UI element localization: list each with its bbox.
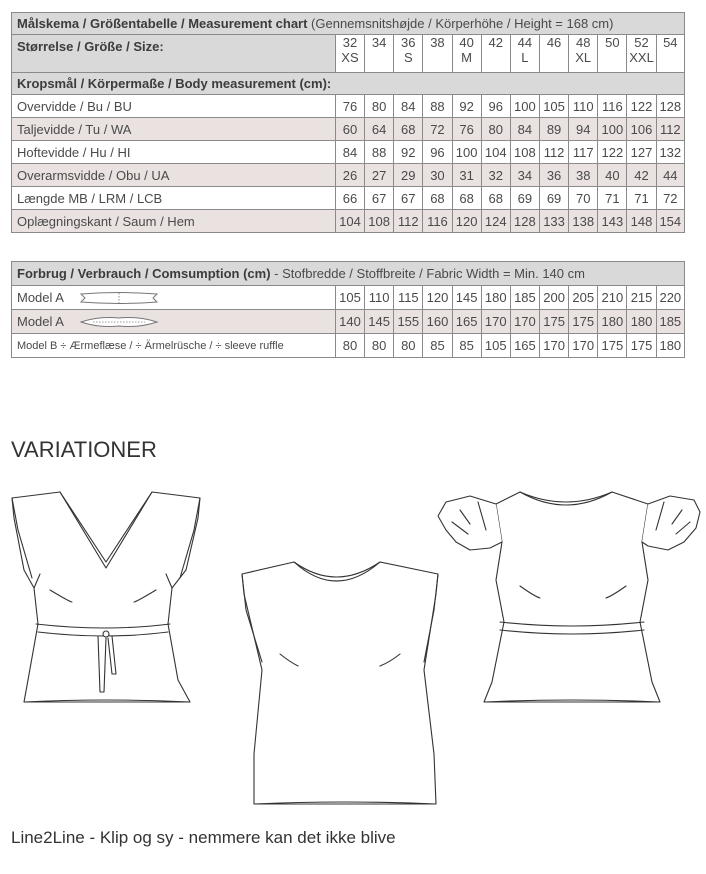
table-row [12, 164, 685, 187]
size-cell: 46 [539, 35, 568, 73]
table-cell: 128 [656, 95, 684, 118]
table-row [12, 210, 685, 233]
table-cell: 122 [627, 95, 656, 118]
row-label: Overarmsvidde / Obu / UA [12, 164, 336, 187]
table-cell: 29 [394, 164, 423, 187]
table-cell: 68 [394, 118, 423, 141]
table-cell: 96 [481, 95, 510, 118]
table-cell: 72 [656, 187, 684, 210]
table-cell: 42 [627, 164, 656, 187]
table-cell: 132 [656, 141, 684, 164]
size-cell: 36 S [394, 35, 423, 73]
table-cell: 175 [569, 310, 598, 334]
size-cell: 32 XS [335, 35, 364, 73]
variations-heading: VARIATIONER [11, 437, 157, 462]
table-cell: 71 [598, 187, 627, 210]
row-label [12, 286, 336, 310]
table-cell: 88 [365, 141, 394, 164]
table-cell: 105 [335, 286, 364, 310]
table-cell: 165 [452, 310, 481, 334]
row-label: Længde MB / LRM / LCB [12, 187, 336, 210]
table-cell: 100 [510, 95, 539, 118]
row-label: Taljevidde / Tu / WA [12, 118, 336, 141]
table-cell: 122 [598, 141, 627, 164]
table-cell: 68 [481, 187, 510, 210]
table-cell: 84 [394, 95, 423, 118]
size-cell: 48 XL [569, 35, 598, 73]
table-cell: 133 [539, 210, 568, 233]
table-cell: 145 [452, 286, 481, 310]
table-cell: 175 [627, 334, 656, 358]
size-cell: 54 [656, 35, 684, 73]
v-neck-top-drawing [12, 492, 200, 702]
table-cell: 145 [365, 310, 394, 334]
size-label: Størrelse / Größe / Size: [12, 35, 336, 73]
table-cell: 68 [423, 187, 452, 210]
table-cell: 72 [423, 118, 452, 141]
pattern-piece-icon [79, 315, 159, 329]
table-row [12, 95, 685, 118]
table-cell: 205 [569, 286, 598, 310]
consumption-chart [11, 261, 685, 358]
table-cell: 105 [539, 95, 568, 118]
table-cell: 116 [423, 210, 452, 233]
table-cell: 110 [569, 95, 598, 118]
table-row [12, 334, 685, 358]
table-cell: 220 [656, 286, 684, 310]
table-cell: 44 [656, 164, 684, 187]
table-cell: 34 [510, 164, 539, 187]
model-label: Model A [17, 313, 64, 329]
table-cell: 170 [510, 310, 539, 334]
table-cell: 180 [627, 310, 656, 334]
table-cell: 27 [365, 164, 394, 187]
size-cell: 40 M [452, 35, 481, 73]
table-cell: 105 [481, 334, 510, 358]
table-cell: 170 [569, 334, 598, 358]
table-cell: 185 [510, 286, 539, 310]
round-neck-top-drawing [242, 562, 438, 804]
table-row [12, 310, 685, 334]
size-cell: 42 [481, 35, 510, 73]
footer-caption: Line2Line - Klip og sy - nemmere kan det ikke blive [11, 828, 396, 847]
table-cell: 69 [510, 187, 539, 210]
table-cell: 117 [569, 141, 598, 164]
table-cell: 175 [540, 310, 569, 334]
table-cell: 110 [365, 286, 394, 310]
table-cell: 31 [452, 164, 481, 187]
table-cell: 67 [394, 187, 423, 210]
size-cell: 44 L [510, 35, 539, 73]
table-cell: 143 [598, 210, 627, 233]
table-cell: 112 [656, 118, 684, 141]
table-cell: 80 [335, 334, 364, 358]
table-cell: 67 [365, 187, 394, 210]
row-label: Hoftevidde / Hu / HI [12, 141, 336, 164]
table-cell: 92 [452, 95, 481, 118]
table-cell: 210 [598, 286, 627, 310]
table-cell: 88 [423, 95, 452, 118]
row-label: Model B ÷ Ærmeflæse / ÷ Ärmelrüsche / ÷ sleeve ruffle [12, 334, 336, 358]
table-cell: 115 [394, 286, 423, 310]
table-cell: 71 [627, 187, 656, 210]
size-cell: 38 [423, 35, 452, 73]
table-cell: 170 [540, 334, 569, 358]
table-cell: 148 [627, 210, 656, 233]
table-cell: 124 [481, 210, 510, 233]
table-cell: 92 [394, 141, 423, 164]
table-cell: 165 [510, 334, 539, 358]
table-cell: 175 [598, 334, 627, 358]
table-cell: 200 [540, 286, 569, 310]
table-cell: 170 [481, 310, 510, 334]
table-row [12, 286, 685, 310]
table-cell: 26 [335, 164, 364, 187]
table-cell: 104 [335, 210, 364, 233]
table-cell: 94 [569, 118, 598, 141]
table-cell: 96 [423, 141, 452, 164]
table-cell: 116 [598, 95, 627, 118]
consumption-title-row [12, 262, 685, 286]
size-row [12, 35, 685, 73]
body-measurement-heading: Kropsmål / Körpermaße / Body measurement (cm): [12, 73, 685, 95]
table-cell: 128 [510, 210, 539, 233]
table-cell: 185 [656, 310, 684, 334]
table-cell: 112 [539, 141, 568, 164]
table-cell: 60 [335, 118, 364, 141]
measurement-chart-title: Målskema / Größentabelle / Measurement chart (Gennemsnitshøjde / Körperhöhe / Height = 168 cm) [12, 13, 685, 35]
table-cell: 160 [423, 310, 452, 334]
table-row [12, 118, 685, 141]
table-cell: 154 [656, 210, 684, 233]
table-cell: 106 [627, 118, 656, 141]
table-cell: 85 [452, 334, 481, 358]
size-cell: 50 [598, 35, 627, 73]
row-label: Oplægningskant / Saum / Hem [12, 210, 336, 233]
measurement-title-row [12, 13, 685, 35]
table-cell: 100 [598, 118, 627, 141]
table-cell: 85 [423, 334, 452, 358]
body-heading-row [12, 73, 685, 95]
table-cell: 108 [365, 210, 394, 233]
size-cell: 34 [365, 35, 394, 73]
table-cell: 180 [656, 334, 684, 358]
table-cell: 69 [539, 187, 568, 210]
table-cell: 80 [365, 95, 394, 118]
table-cell: 76 [452, 118, 481, 141]
table-cell: 64 [365, 118, 394, 141]
garment-drawings [0, 470, 706, 820]
table-cell: 155 [394, 310, 423, 334]
table-cell: 84 [335, 141, 364, 164]
table-row [12, 141, 685, 164]
table-cell: 180 [481, 286, 510, 310]
table-cell: 80 [481, 118, 510, 141]
table-cell: 76 [335, 95, 364, 118]
table-cell: 112 [394, 210, 423, 233]
table-cell: 66 [335, 187, 364, 210]
table-cell: 84 [510, 118, 539, 141]
table-cell: 36 [539, 164, 568, 187]
row-label [12, 310, 336, 334]
table-cell: 38 [569, 164, 598, 187]
table-cell: 120 [452, 210, 481, 233]
measurement-chart [11, 12, 685, 233]
table-cell: 180 [598, 310, 627, 334]
table-cell: 40 [598, 164, 627, 187]
table-cell: 32 [481, 164, 510, 187]
consumption-chart-title: Forbrug / Verbrauch / Comsumption (cm) - Stofbredde / Stoffbreite / Fabric Width = Min. 140 cm [12, 262, 685, 286]
table-cell: 80 [365, 334, 394, 358]
size-cell: 52 XXL [627, 35, 656, 73]
table-cell: 70 [569, 187, 598, 210]
table-cell: 120 [423, 286, 452, 310]
table-cell: 68 [452, 187, 481, 210]
model-label: Model A [17, 289, 64, 305]
table-cell: 100 [452, 141, 481, 164]
row-label: Overvidde / Bu / BU [12, 95, 336, 118]
table-cell: 80 [394, 334, 423, 358]
pattern-piece-icon [79, 291, 159, 305]
table-cell: 127 [627, 141, 656, 164]
table-row [12, 187, 685, 210]
table-cell: 138 [569, 210, 598, 233]
table-cell: 104 [481, 141, 510, 164]
ruffle-sleeve-top-drawing [438, 492, 700, 702]
table-cell: 108 [510, 141, 539, 164]
table-cell: 89 [539, 118, 568, 141]
table-cell: 140 [335, 310, 364, 334]
table-cell: 215 [627, 286, 656, 310]
table-cell: 30 [423, 164, 452, 187]
